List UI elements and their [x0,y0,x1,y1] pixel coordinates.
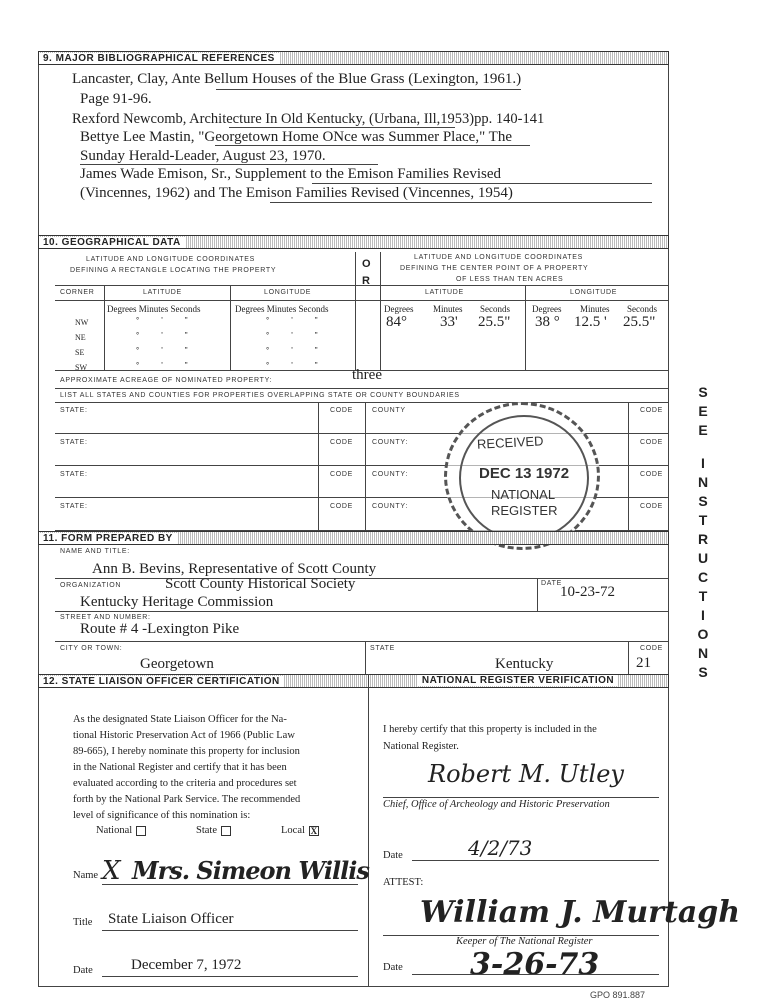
nrv-date-value: 4/2/73 [468,836,533,860]
reference-line-6: James Wade Emison, Sr., Supplement to the Emison Families Revised [80,166,501,182]
sidebar-letter: T [698,588,708,604]
corner-nw: NW [75,318,89,327]
level-state-label: State [196,825,217,836]
overlap-state-4: STATE: [60,503,88,510]
reference-line-2: Page 91-96. [80,91,152,107]
sidebar-letter: C [697,569,709,585]
center-long-minutes-label: Minutes [580,304,610,314]
nrv-certify-line-1: I hereby certify that this property is included in the [383,724,597,735]
prepared-code-value: 21 [636,655,651,671]
nrv-certify-line-2: National Register. [383,741,459,752]
organization-value-1: Scott County Historical Society [165,576,356,592]
level-local[interactable] [281,825,323,836]
latitude-col-header: LATITUDE [143,289,182,296]
liaison-signature: Mrs. Simeon Willis [132,856,369,885]
keeper-signature: William J. Murtagh [420,895,741,930]
name-title-label: NAME AND TITLE: [60,548,130,555]
sidebar-letter: T [698,512,708,528]
nrv-header: NATIONAL REGISTER VERIFICATION [368,674,668,688]
sidebar-letter: S [698,664,708,680]
certification-line-4: in the National Register and certify that it has been [73,762,287,773]
keeper-title: Keeper of The National Register [456,936,593,947]
gpo-code: GPO 891.887 [590,990,646,1000]
overlap-county-code-4: CODE [640,503,664,510]
street-value: Route # 4 -Lexington Pike [80,621,240,637]
city-label: CITY OR TOWN: [60,645,123,652]
center-long-seconds: 25.5" [623,314,656,330]
chief-title: Chief, Office of Archeology and Historic Preservation [383,799,610,810]
overlap-county-2: COUNTY: [372,439,409,446]
rect-caption-1: LATITUDE AND LONGITUDE COORDINATES [86,256,256,263]
sidebar-letter: N [697,645,709,661]
acreage-label: APPROXIMATE ACREAGE OF NOMINATED PROPERTY: [60,377,273,384]
reference-line-7: (Vincennes, 1962) and The Emison Families Revised (Vincennes, 1954) [80,185,513,201]
section-9-header: 9. MAJOR BIBLIOGRAPHICAL REFERENCES [38,51,669,65]
overlap-state-code-4: CODE [330,503,354,510]
overlap-state-code-2: CODE [330,439,354,446]
acreage-value: three [352,367,382,383]
sidebar-letter: E [698,403,708,419]
corner-sw: SW [75,363,87,372]
overlap-county-code-3: CODE [640,471,664,478]
center-lat-minutes: 33' [440,314,458,330]
center-caption-1: LATITUDE AND LONGITUDE COORDINATES [414,254,584,261]
certification-line-7: level of significance of this nomination is: [73,810,251,821]
liaison-title-label: Title [73,917,93,928]
prepared-date-value: 10-23-72 [560,584,615,600]
street-label: STREET AND NUMBER: [60,614,151,621]
nrv-date-label: Date [383,850,403,861]
center-caption-3: OF LESS THAN TEN ACRES [456,276,564,283]
overlap-county-code-1: CODE [640,407,664,414]
center-lat-degrees-label: Degrees [384,304,414,314]
liaison-date-value: December 7, 1972 [131,957,242,973]
reference-line-3: Rexford Newcomb, Architecture In Old Kentucky, (Urbana, Ill,1953)pp. 140-141 [72,111,545,127]
level-local-checkbox[interactable]: X [310,825,318,836]
liaison-title-value: State Liaison Officer [108,911,234,927]
overlap-county-code-2: CODE [640,439,664,446]
liaison-name-label: Name [73,870,99,881]
lat-dms-header: Degrees Minutes Seconds [107,304,201,314]
sidebar-letter: I [701,607,705,623]
center-longitude-header: LONGITUDE [570,289,618,296]
stamp-received: RECEIVED [476,433,544,452]
section-10-header: 10. GEOGRAPHICAL DATA [38,235,669,249]
longitude-col-header: LONGITUDE [264,289,312,296]
overlap-state-3: STATE: [60,471,88,478]
center-long-degrees-label: Degrees [532,304,562,314]
sidebar-letter: I [701,455,705,471]
prepared-state-label: STATE [370,645,396,652]
certification-line-2: tional Historic Preservation Act of 1966 (Public Law [73,730,295,741]
received-stamp [444,402,600,550]
organization-label: ORGANIZATION [60,582,122,589]
corner-ne: NE [75,333,86,342]
reference-line-1: Lancaster, Clay, Ante Bellum Houses of the Blue Grass (Lexington, 1961.) [72,71,522,87]
prepared-date-label: DATE [541,580,562,587]
organization-value-2: Kentucky Heritage Commission [80,594,274,610]
level-national-checkbox[interactable] [136,826,146,836]
sidebar-letter: N [697,474,709,490]
level-state[interactable] [196,825,235,836]
level-local-label: Local [281,825,305,836]
nrv-date2-value: 3-26-73 [470,947,600,982]
center-long-minutes: 12.5 ' [574,314,607,330]
overlap-county-4: COUNTY: [372,503,409,510]
section-12-header: 12. STATE LIAISON OFFICER CERTIFICATION [38,674,669,688]
prepared-code-label: CODE [640,645,664,652]
chief-signature: Robert M. Utley [428,760,624,788]
city-value: Georgetown [140,656,214,672]
liaison-name-mark: X [102,856,121,886]
overlap-state-1: STATE: [60,407,88,414]
overlap-state-code-1: CODE [330,407,354,414]
certification-line-1: As the designated State Liaison Officer for the Na- [73,714,287,725]
center-lat-seconds: 25.5" [478,314,511,330]
center-lat-minutes-label: Minutes [433,304,463,314]
or-r: R [362,275,370,287]
sidebar-letter: S [698,493,708,509]
sidebar-letter: U [697,550,709,566]
section-11-header: 11. FORM PREPARED BY [38,531,669,545]
certification-line-3: 89-665), I hereby nominate this property for inclusion [73,746,300,757]
name-title-value: Ann B. Bevins, Representative of Scott County [92,561,377,577]
corner-col-header: CORNER [60,289,95,296]
overlap-state-2: STATE: [60,439,88,446]
liaison-date-label: Date [73,965,93,976]
prepared-state-value: Kentucky [495,656,554,672]
center-lat-seconds-label: Seconds [480,304,510,314]
center-long-degrees: 38 ° [535,314,560,330]
corner-se: SE [75,348,85,357]
long-dms-header: Degrees Minutes Seconds [235,304,329,314]
center-caption-2: DEFINING THE CENTER POINT OF A PROPERTY [400,265,589,272]
center-lat-degrees: 84° [386,314,407,330]
overlap-county-1: COUNTY [372,407,406,414]
stamp-national: NATIONAL [491,487,556,502]
level-national-label: National [96,825,133,836]
rect-caption-2: DEFINING A RECTANGLE LOCATING THE PROPERTY [70,267,277,274]
stamp-date: DEC 13 1972 [479,465,570,482]
reference-line-5: Sunday Herald-Leader, August 23, 1970. [80,148,326,164]
certification-line-6: forth by the National Park Service. The recommended [73,794,301,805]
center-latitude-header: LATITUDE [425,289,464,296]
reference-line-4: Bettye Lee Mastin, "Georgetown Home ONce was Summer Place," The [80,129,512,145]
center-long-seconds-label: Seconds [627,304,657,314]
sidebar-letter: R [697,531,709,547]
certification-line-5: evaluated according to the criteria and procedures set [73,778,297,789]
overlap-list-label: LIST ALL STATES AND COUNTIES FOR PROPERTIES OVERLAPPING STATE OR COUNTY BOUNDARIES [60,392,460,399]
stamp-register: REGISTER [491,503,558,518]
attest-label: ATTEST: [383,877,424,888]
sidebar-letter: S [698,384,708,400]
or-o: O [362,258,371,270]
sidebar-letter: O [697,626,709,642]
nrv-date2-label: Date [383,962,403,973]
level-national[interactable] [96,825,150,836]
overlap-county-3: COUNTY: [372,471,409,478]
level-state-checkbox[interactable] [221,826,231,836]
overlap-state-code-3: CODE [330,471,354,478]
sidebar-letter: E [698,422,708,438]
